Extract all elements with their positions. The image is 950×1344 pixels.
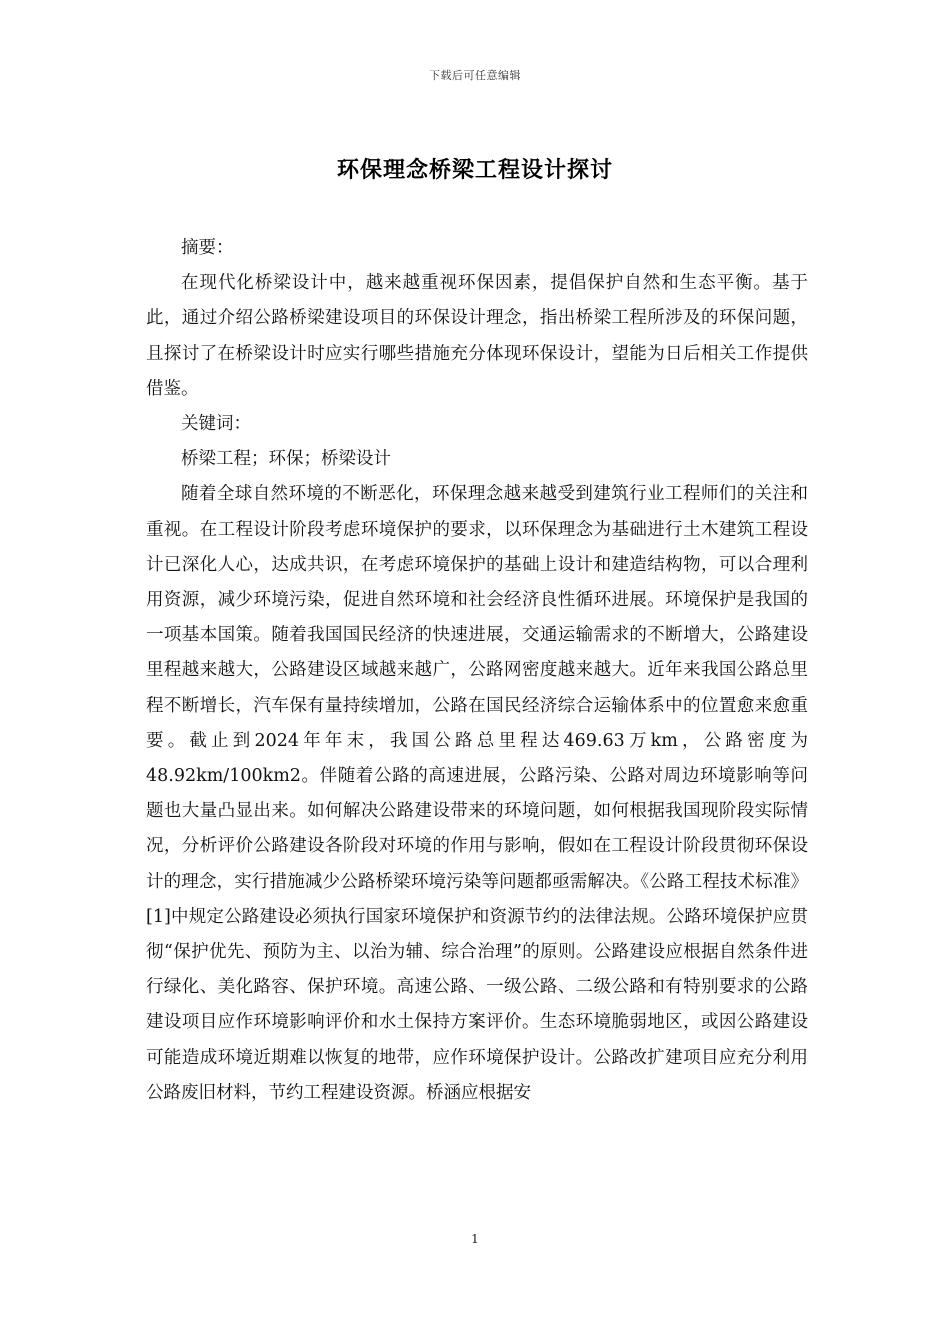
document-body xyxy=(146,231,808,1111)
page-header-note: 下载后可任意编辑 xyxy=(429,69,521,82)
body-paragraph: 随着全球自然环境的不断恶化，环保理念越来越受到建筑行业工程师们的关注和重视。在工程设计阶段考虑环境保护的要求，以环保理念为基础进行土木建筑工程设计已深化人心，达成共识，在考虑环境保护的基础上设计和建造结构物，可以合理利用资源，减少环境污染，促进自然环境和社会经济良性循环进展。环境保护是我国的一项基本国策。随着我国国民经济的快速进展，交通运输需求的不断增大，公路建设里程越来越大，公路建设区域越来越广，公路网密度越来越大。近年来我国公路总里程不断增长，汽车保有量持续增加，公路在国民经济综合运输体系中的位置愈来愈重要。截止到2024年年末，我国公路总里程达469.63万km，公路密度为48.92km/100km2。伴随着公路的高速进展，公路污染、公路对周边环境影响等问题也大量凸显出来。如何解决公路建设带来的环境问题，如何根据我国现阶段实际情况，分析评价公路建设各阶段对环境的作用与影响，假如在工程设计阶段贯彻环保设计的理念，实行措施减少公路桥梁环境污染等问题都亟需解决。《公路工程技术标准》[1]中规定公路建设必须执行国家环境保护和资源节约的法律法规。公路环境保护应贯彻“保护优先、预防为主、以治为辅、综合治理”的原则。公路建设应根据自然条件进行绿化、美化路容、保护环境。高速公路、一级公路、二级公路和有特别要求的公路建设项目应作环境影响评价和水土保持方案评价。生态环境脆弱地区，或因公路建设可能造成环境近期难以恢复的地带，应作环境保护设计。公路改扩建项目应充分利用公路废旧材料，节约工程建设资源。桥涵应根据安 xyxy=(146,484,808,1103)
page-number: 1 xyxy=(471,1232,479,1246)
keywords-label: 关键词： xyxy=(181,414,251,435)
abstract-label: 摘要： xyxy=(181,238,234,258)
keywords-text: 桥梁工程；环保；桥梁设计 xyxy=(181,449,391,470)
abstract-text: 在现代化桥梁设计中，越来越重视环保因素，提倡保护自然和生态平衡。基于此，通过介绍公路桥梁建设项目的环保设计理念，指出桥梁工程所涉及的环保问题，且探讨了在桥梁设计时应实行哪些措施充分体现环保设计，望能为日后相关工作提供借鉴。 xyxy=(146,273,808,399)
document-title: 环保理念桥梁工程设计探讨 xyxy=(336,157,613,183)
